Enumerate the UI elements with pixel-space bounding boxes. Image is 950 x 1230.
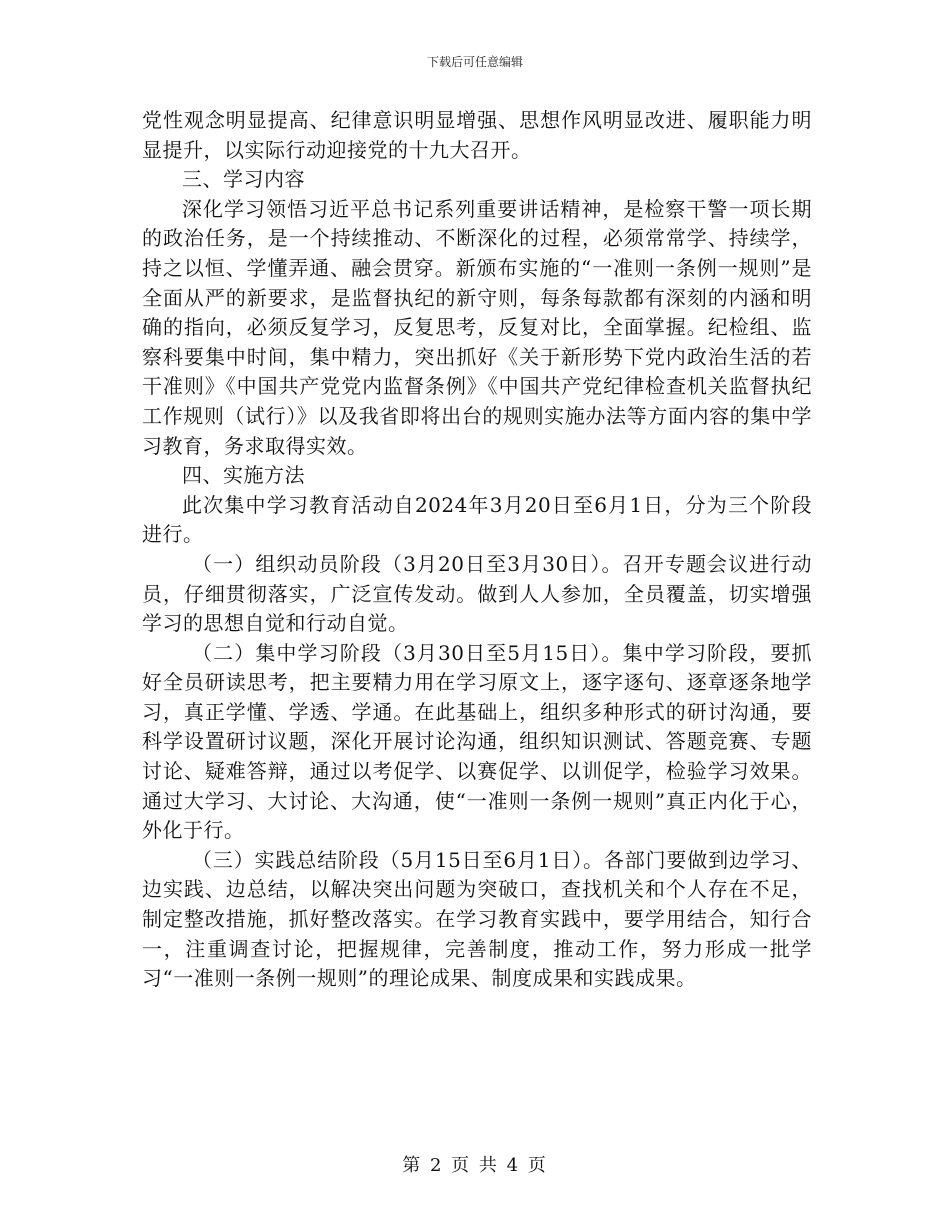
paragraph-stage-practice-summary: （三）实践总结阶段（5月15日至6月1日）。各部门要做到边学习、边实践、边总结，以解决突出问题为突破口，查找机关和个人存在不足，制定整改措施，抓好整改落实。在学习教育实践中，要学用结合，知行合一，注重调查讨论，把握规律，完善制度，推动工作，努力形成一批学习“一准则一条例一规则”的理论成果、制度成果和实践成果。	[142, 847, 812, 991]
paragraph-learning-content: 深化学习领悟习近平总书记系列重要讲话精神，是检察干警一项长期的政治任务，是一个持续推动、不断深化的过程，必须常常学、持续学，持之以恒、学懂弄通、融会贯穿。新颁布实施的“一准则一条例一规则”是全面从严的新要求，是监督执纪的新守则，每条每款都有深刻的内涵和明确的指向，必须反复学习，反复思考，反复对比，全面掌握。纪检组、监察科要集中时间，集中精力，突出抓好《关于新形势下党内政治生活的若干准则》《中国共产党党内监督条例》《中国共产党纪律检查机关监督执纪工作规则（试行）》以及我省即将出台的规则实施办法等方面内容的集中学习教育，务求取得实效。	[142, 196, 812, 458]
section-heading-implementation-method: 四、实施方法	[182, 463, 305, 488]
page-number: 第 2 页 共 4 页	[402, 1155, 548, 1176]
paragraph-continuation: 党性观念明显提高、纪律意识明显增强、思想作风明显改进、履职能力明显提升，以实际行动迎接党的十九大召开。	[142, 108, 812, 162]
section-heading-learning-content: 三、学习内容	[182, 167, 305, 192]
paragraph-stage-concentrated-study: （二）集中学习阶段（3月30日至5月15日）。集中学习阶段，要抓好全员研读思考，把主要精力用在学习原文上，逐字逐句、逐章逐条地学习，真正学懂、学透、学通。在此基础上，组织多种形式的研讨沟通，要科学设置研讨议题，深化开展讨论沟通，组织知识测试、答题竞赛、专题讨论、疑难答辩，通过以考促学、以赛促学、以训促学，检验学习效果。通过大学习、大讨论、大沟通，使“一准则一条例一规则”真正内化于心，外化于行。	[142, 640, 812, 843]
paragraph-implementation-intro: 此次集中学习教育活动自2024年3月20日至6月1日，分为三个阶段进行。	[142, 492, 812, 547]
paragraph-stage-mobilization: （一）组织动员阶段（3月20日至3月30日）。召开专题会议进行动员，仔细贯彻落实，广泛宣传发动。做到人人参加，全员覆盖，切实增强学习的思想自觉和行动自觉。	[142, 551, 812, 636]
page-header-note: 下载后可任意编辑	[426, 55, 523, 69]
document-body	[142, 106, 812, 994]
